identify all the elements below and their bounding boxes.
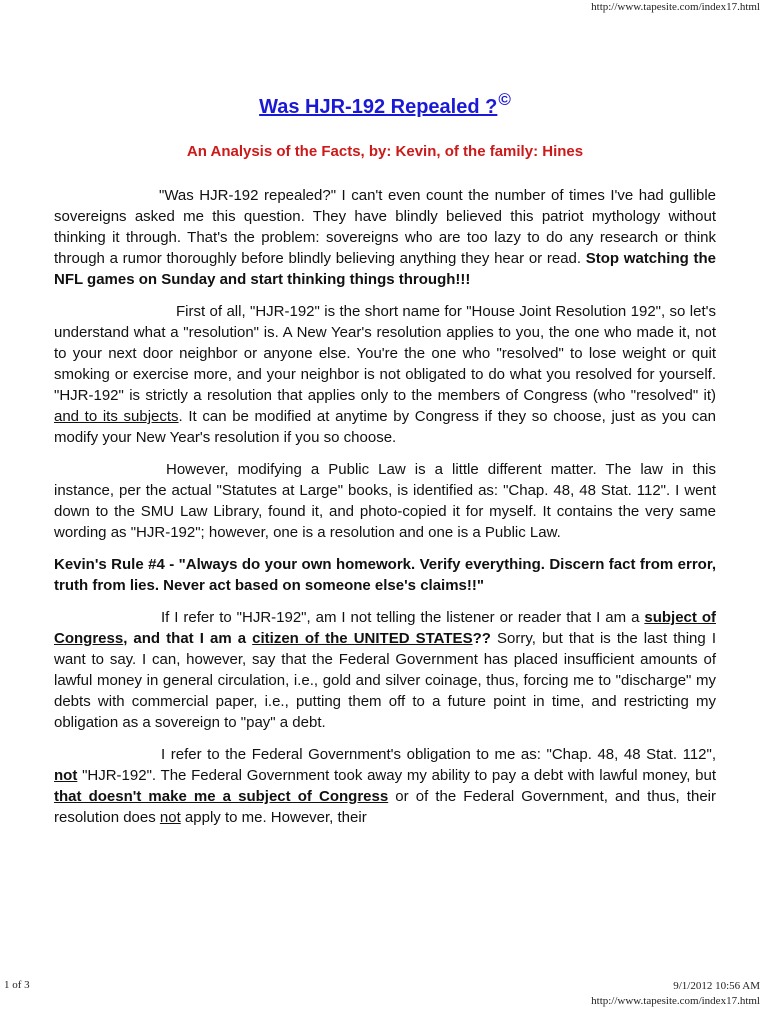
paragraph-5-text-a: If I refer to "HJR-192", am I not telling the listener or reader that I am a bbox=[161, 609, 645, 626]
page-counter: 1 of 3 bbox=[4, 979, 30, 991]
paragraph-5-text-d: Sorry, but that is the last thing I want to say. I can, however, say that the Federal Government has placed insufficient amounts of lawful money in general circulation, i.e., gold and silver coinage, thus, forcing me to "discharge" my debts with commercial paper, i.e., putting them off to a future point in time, and restricting my obligation as a sovereign to "pay" a debt. bbox=[54, 630, 716, 731]
paragraph-6-text-d: apply to me. However, their bbox=[180, 809, 367, 826]
paragraph-6-text-b: "HJR-192". The Federal Government took away my ability to pay a debt with lawful money, but bbox=[77, 767, 716, 784]
paragraph-1-text: "Was HJR-192 repealed?" I can't even count the number of times I've had gullible sovereigns asked me this question. They have blindly believed this patriot mythology without thinking it through. That's the problem: sovereigns who are too lazy to do any research or think through a rumor thoroughly before blindly believing anything they hear or read. bbox=[54, 187, 716, 267]
not-emphasis-1: not bbox=[54, 767, 78, 784]
paragraph-5 bbox=[54, 607, 716, 733]
subject-of-congress-emphasis-2: that doesn't make me a subject of Congress bbox=[54, 788, 389, 805]
paragraph-1 bbox=[54, 185, 716, 290]
citizen-emphasis: citizen of the UNITED STATES bbox=[252, 630, 473, 647]
not-emphasis-2: not bbox=[159, 809, 181, 826]
paragraph-5-text-b: , and that I am a bbox=[123, 630, 253, 647]
document-body bbox=[54, 90, 716, 828]
paragraph-1-emphasis: Stop watching the NFL games on Sunday and start thinking things through!!! bbox=[54, 250, 716, 288]
paragraph-6 bbox=[54, 744, 716, 828]
kevins-rule-4: Kevin's Rule #4 - "Always do your own homework. Verify everything. Discern fact from error, truth from lies. Never act based on someone else's claims!!" bbox=[54, 556, 716, 594]
paragraph-5-question-marks: ?? bbox=[472, 630, 491, 647]
paragraph-6-text-a: I refer to the Federal Government's obligation to me as: "Chap. 48, 48 Stat. 112", bbox=[161, 746, 716, 763]
title-text: Was HJR-192 Repealed ? bbox=[259, 96, 498, 118]
paragraph-2 bbox=[54, 301, 716, 448]
paragraph-2-text-b: . It can be modified at anytime by Congress if they so choose, just as you can modify your New Year's resolution if you so choose. bbox=[54, 408, 716, 446]
print-header-url: http://www.tapesite.com/index17.html bbox=[591, 1, 760, 13]
subject-of-congress-emphasis: subject of Congress bbox=[54, 609, 716, 647]
paragraph-2-underlined: and to its subjects bbox=[54, 408, 179, 425]
copyright-symbol: © bbox=[498, 90, 511, 109]
document-subtitle: An Analysis of the Facts, by: Kevin, of the family: Hines bbox=[186, 143, 584, 160]
print-footer-url: http://www.tapesite.com/index17.html bbox=[591, 995, 760, 1007]
print-footer bbox=[591, 979, 760, 1009]
paragraph-3: However, modifying a Public Law is a little different matter. The law in this instance, per the actual "Statutes at Large" books, is identified as: "Chap. 48, 48 Stat. 112". I went down to the SMU Law Library, found it, and photo-copied it for myself. It contains the very same wording as "HJR-192"; however, one is a resolution and one is a Public Law. bbox=[54, 461, 716, 541]
paragraph-2-text-a: First of all, "HJR-192" is the short name for "House Joint Resolution 192", so let's understand what a "resolution" is. A New Year's resolution applies to you, the one who made it, not to your next door neighbor or anyone else. You're the one who "resolved" to lose weight or quit smoking or exercise more, and your neighbor is not obligated to do what you resolved for yourself. "HJR-192" is strictly a resolution that applies only to the members of Congress (who "resolved" it) bbox=[54, 303, 716, 404]
document-title bbox=[54, 90, 716, 130]
paragraph-6-text-c: or of the Federal Government, and thus, their resolution does bbox=[54, 788, 716, 826]
print-datetime: 9/1/2012 10:56 AM bbox=[673, 980, 760, 992]
